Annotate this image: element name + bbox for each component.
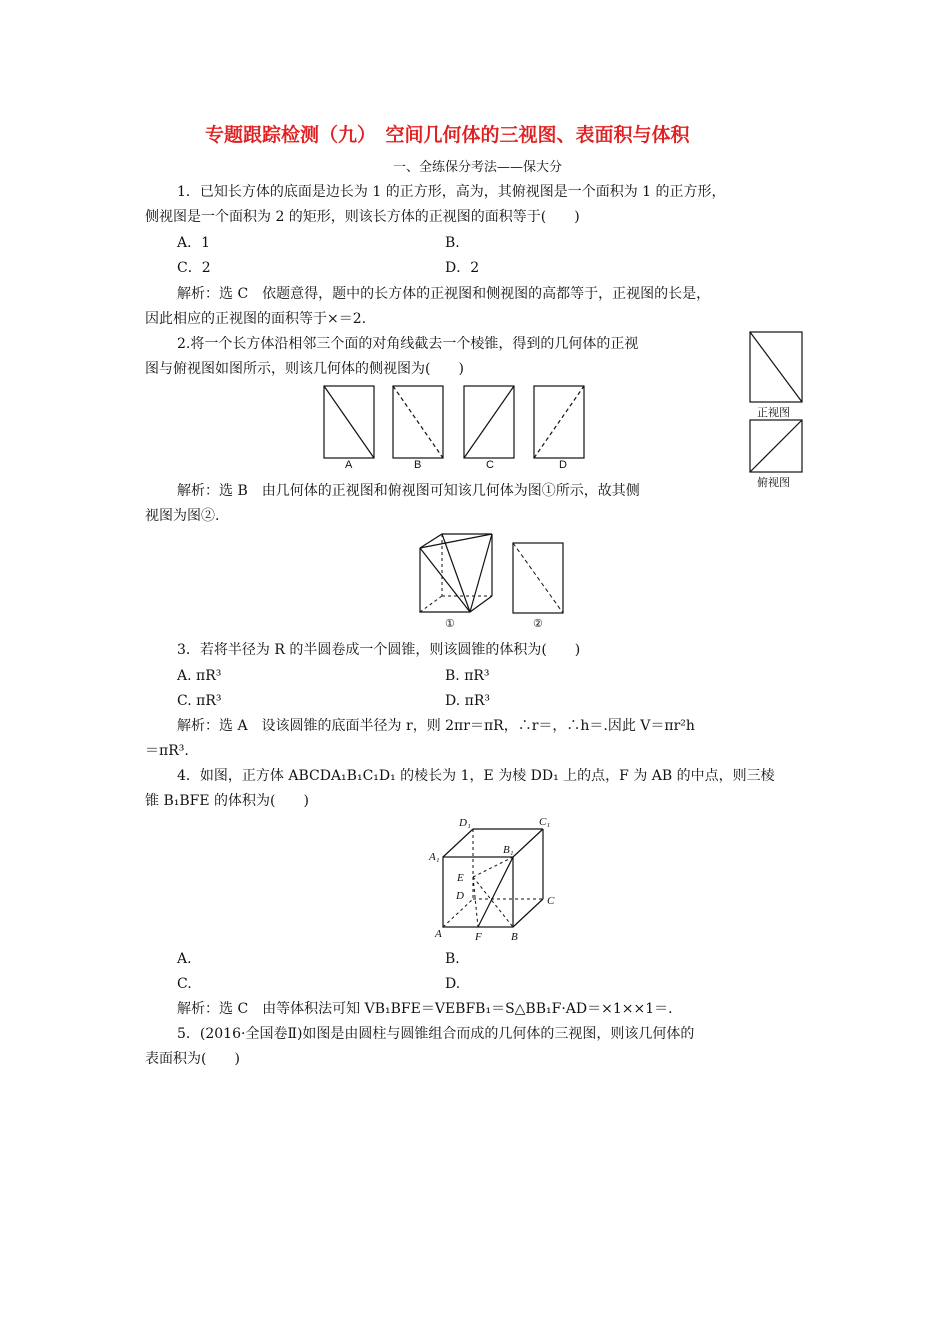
choice-a-label: A <box>345 459 353 471</box>
label-d1: D₁ <box>459 817 471 829</box>
q1-line1: 1．已知长方体的底面是边长为 1 的正方形，高为，其俯视图是一个面积为 1 的正方形， <box>177 184 726 200</box>
q2-choice-figures <box>320 382 620 472</box>
q1-option-d: D．2 <box>445 260 480 276</box>
q1-option-a: A．1 <box>177 235 211 251</box>
front-view-figure <box>749 331 805 406</box>
q5-line2: 表面积为( ) <box>145 1051 240 1067</box>
choice-b-figure <box>393 386 443 458</box>
front-view-label: 正视图 <box>757 407 790 419</box>
solution-figure-2-label: ② <box>533 618 543 630</box>
q3-solution-line2: ＝πR³. <box>145 743 189 759</box>
choice-b-label: B <box>414 459 422 471</box>
choice-d-figure <box>534 386 584 458</box>
cube-figure <box>425 815 575 945</box>
q3-solution-line1: 解析：选 A 设该圆锥的底面半径为 r，则 2πr＝πR，∴r＝，∴h＝.因此 V＝πr²h <box>177 718 695 734</box>
label-e: E <box>457 872 464 884</box>
label-b: B <box>511 931 518 943</box>
solution-figure-1-label: ① <box>445 618 455 630</box>
q2-line2: 图与俯视图如图所示，则该几何体的侧视图为( ) <box>145 361 464 377</box>
q1-solution-line1: 解析：选 C 依题意得，题中的长方体的正视图和侧视图的高都等于，正视图的长是， <box>177 286 711 302</box>
q1-option-b: B. <box>445 235 460 251</box>
label-a1: A₁ <box>429 851 440 863</box>
q1-line2: 侧视图是一个面积为 2 的矩形，则该长方体的正视图的面积等于( ) <box>145 209 580 225</box>
q2-solution-line2: 视图为图②. <box>145 508 220 524</box>
choice-c-figure <box>464 386 514 458</box>
q4-option-a: A. <box>177 951 192 967</box>
q2-line1: 2.将一个长方体沿相邻三个面的对角线截去一个棱锥，得到的几何体的正视 <box>177 336 639 352</box>
q3-line1: 3．若将半径为 R 的半圆卷成一个圆锥，则该圆锥的体积为( ) <box>177 642 581 658</box>
q1-option-c: C．2 <box>177 260 211 276</box>
choice-c-label: C <box>486 459 494 471</box>
q3-option-a: A. πR³ <box>177 668 222 684</box>
label-f: F <box>475 931 482 943</box>
q3-option-d: D. πR³ <box>445 693 490 709</box>
q4-line2: 锥 B₁BFE 的体积为( ) <box>145 793 309 809</box>
page-title: 专题跟踪检测（九） 空间几何体的三视图、表面积与体积 <box>205 124 690 146</box>
label-c: C <box>547 895 555 907</box>
solution-figure-1 <box>416 530 506 620</box>
q4-option-b: B. <box>445 951 460 967</box>
q2-solution-line1: 解析：选 B 由几何体的正视图和俯视图可知该几何体为图①所示，故其侧 <box>177 483 640 499</box>
label-a: A <box>435 928 442 940</box>
q4-solution-line1: 解析：选 C 由等体积法可知 VB₁BFE＝VEBFB₁＝S△BB₁F·AD＝×1××1＝. <box>177 1001 673 1017</box>
q3-option-b: B. πR³ <box>445 668 490 684</box>
q4-option-d: D. <box>445 976 461 992</box>
solution-figure-2 <box>512 540 572 620</box>
q3-option-c: C. πR³ <box>177 693 222 709</box>
q4-line1: 4．如图，正方体 ABCDA₁B₁C₁D₁ 的棱长为 1，E 为棱 DD₁ 上的点，F 为 AB 的中点，则三棱 <box>177 768 775 784</box>
section-heading: 一、全练保分考法——保大分 <box>393 160 563 175</box>
top-view-label: 俯视图 <box>757 477 790 489</box>
q1-solution-line2: 因此相应的正视图的面积等于×＝2. <box>145 311 367 327</box>
q5-line1: 5．(2016·全国卷Ⅱ)如图是由圆柱与圆锥组合而成的几何体的三视图，则该几何体的 <box>177 1026 695 1042</box>
label-d: D <box>456 890 464 902</box>
label-b1: B₁ <box>503 844 514 856</box>
label-c1: C₁ <box>539 816 551 828</box>
q4-option-c: C. <box>177 976 192 992</box>
choice-a-figure <box>324 386 374 458</box>
top-view-figure <box>749 419 805 475</box>
choice-d-label: D <box>559 459 567 471</box>
